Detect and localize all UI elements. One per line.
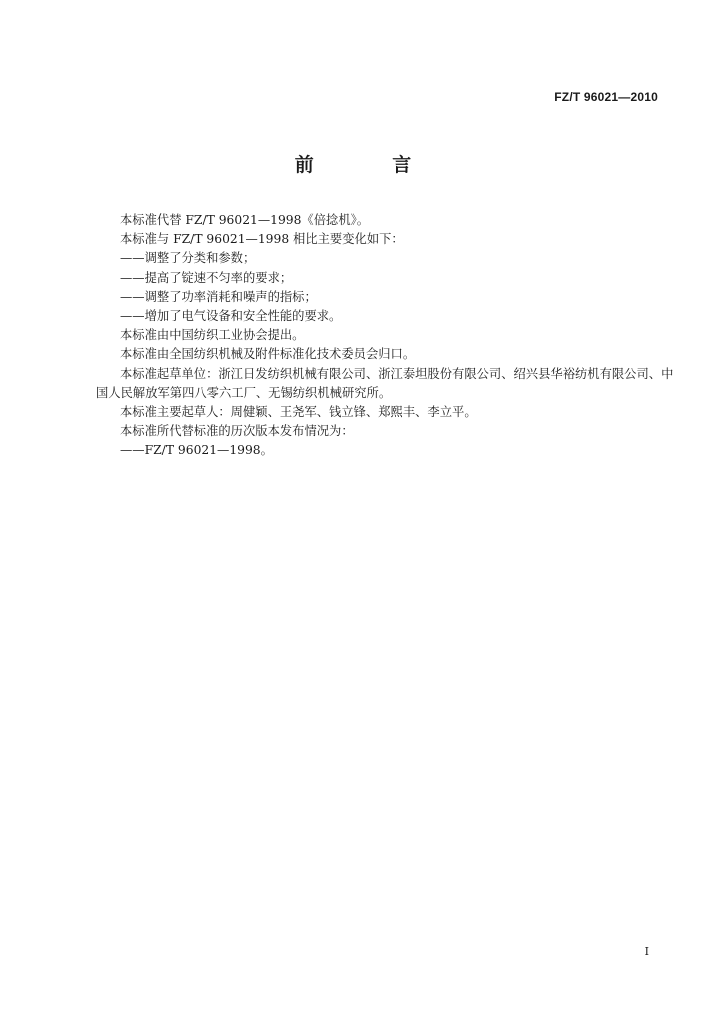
paragraph-replaces: 本标准代替 FZ/T 96021—1998《倍捻机》。 [120, 213, 370, 227]
paragraph-drafters: 本标准主要起草人：周健颖、王尧军、钱立锋、郑熙丰、李立平。 [120, 405, 477, 420]
change-item-spindle-speed: ——提高了锭速不匀率的要求； [120, 270, 293, 285]
change-item-power-noise: ——调整了功率消耗和噪声的指标； [120, 289, 317, 304]
history-item: ——FZ/T 96021—1998。 [120, 443, 273, 458]
paragraph-changes-intro: 本标准与 FZ/T 96021—1998 相比主要变化如下： [120, 232, 404, 247]
paragraph-drafting-units: 本标准起草单位：浙江日发纺织机械有限公司、浙江泰坦股份有限公司、绍兴县华裕纺机有限公司、中国人民解放军第四八零六工厂、无锡纺织机械研究所。 [96, 366, 674, 400]
standard-code-header: FZ/T 96021—2010 [554, 90, 658, 104]
page-number: I [644, 945, 649, 958]
paragraph-administered-by: 本标准由全国纺织机械及附件标准化技术委员会归口。 [120, 347, 416, 362]
change-item-classification: ——调整了分类和参数； [120, 251, 256, 266]
change-item-electrical-safety: ——增加了电气设备和安全性能的要求。 [120, 309, 342, 324]
paragraph-history-intro: 本标准所代替标准的历次版本发布情况为： [120, 424, 354, 439]
paragraph-proposed-by: 本标准由中国纺织工业协会提出。 [120, 328, 305, 343]
page-title: 前 言 [294, 154, 448, 176]
foreword-body [96, 211, 676, 461]
